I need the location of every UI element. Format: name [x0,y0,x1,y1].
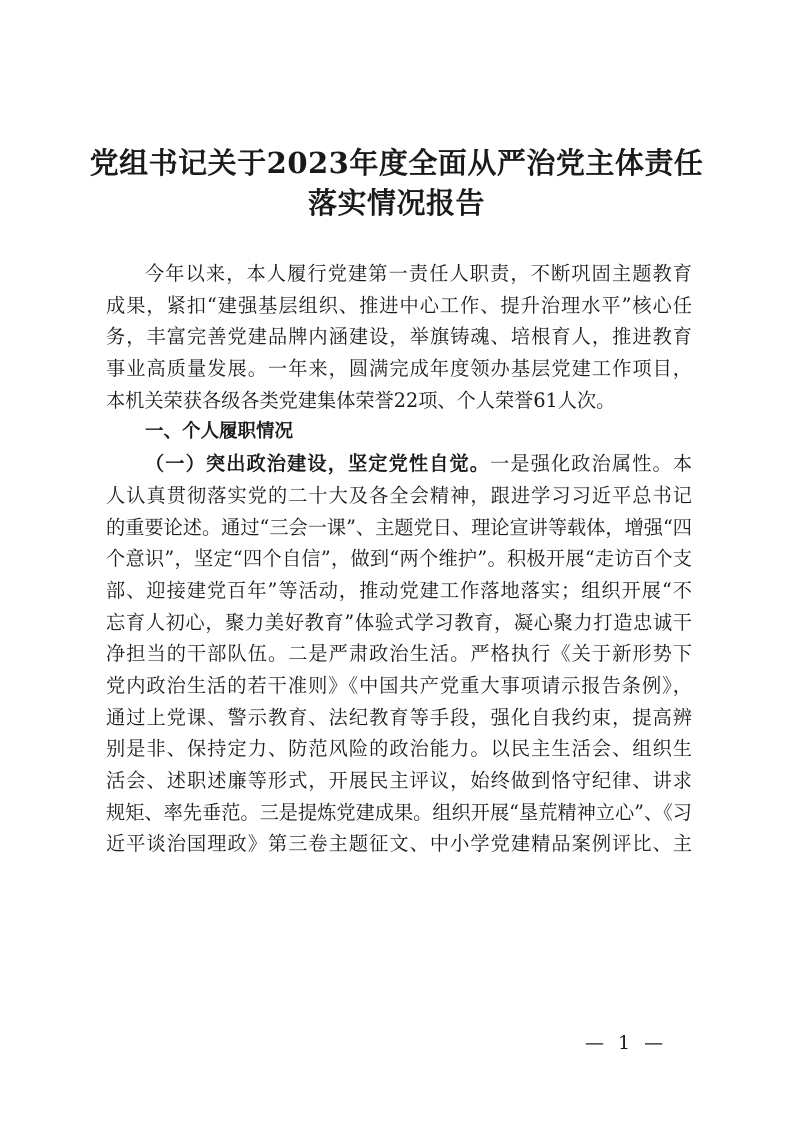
paragraph-line: 人认真贯彻落实党的二十大及各全会精神，跟进学习习近平总书记 [106,483,692,507]
paragraph-line: 个意识”，坚定“四个自信”，做到“两个维护”。积极开展“走访百个支 [106,547,692,571]
paragraph-line: 事业高质量发展。一年来，圆满完成年度领办基层党建工作项目， [106,357,692,381]
document-title-line-1: 党组书记关于2023年度全面从严治党主体责任 [89,146,704,180]
subsection-first-line-text: 一是强化政治属性。本 [490,452,693,476]
paragraph-line: 部、迎接建党百年”等活动，推动党建工作落地落实；组织开展“不 [106,578,692,602]
paragraph-line: 忘育人初心，聚力美好教育”体验式学习教育，凝心聚力打造忠诚干 [106,610,692,634]
page-number: — 1 — [585,1032,668,1054]
paragraph-line: 活会、述职述廉等形式，开展民主评议，始终做到恪守纪律、讲求 [106,769,692,792]
paragraph-line: 党内政治生活的若干准则》《中国共产党重大事项请示报告条例》， [106,673,692,697]
paragraph-line: 别是非、保持定力、防范风险的政治能力。以民主生活会、组织生 [106,737,692,761]
paragraph-line: 成果，紧扣“建强基层组织、推进中心工作、提升治理水平”核心任 [106,293,692,317]
paragraph-line: 本机关荣获各级各类党建集体荣誉22项、个人荣誉61人次。 [106,388,616,412]
paragraph-line: 今年以来，本人履行党建第一责任人职责，不断巩固主题教育 [145,262,692,285]
paragraph-line: 务，丰富完善党建品牌内涵建设，举旗铸魂、培根育人，推进教育 [106,325,692,349]
paragraph-line: 规矩、率先垂范。三是提炼党建成果。组织开展“垦荒精神立心”、《习 [106,800,692,824]
section-heading: 一、个人履职情况 [145,421,294,443]
document-title-line-2: 落实情况报告 [307,186,485,220]
subsection-first-line [106,448,692,480]
subsection-label: （一）突出政治建设，坚定党性自觉。 [145,452,491,476]
paragraph-line: 通过上党课、警示教育、法纪教育等手段，强化自我约束，提高辨 [106,705,692,729]
document-body [106,258,692,860]
paragraph-line: 净担当的干部队伍。二是严肃政治生活。严格执行《关于新形势下 [106,642,692,666]
paragraph-line: 的重要论述。通过“三会一课”、主题党日、理论宣讲等载体，增强“四 [106,515,692,539]
paragraph-line: 近平谈治国理政》第三卷主题征文、中小学党建精品案例评比、主 [106,832,692,856]
